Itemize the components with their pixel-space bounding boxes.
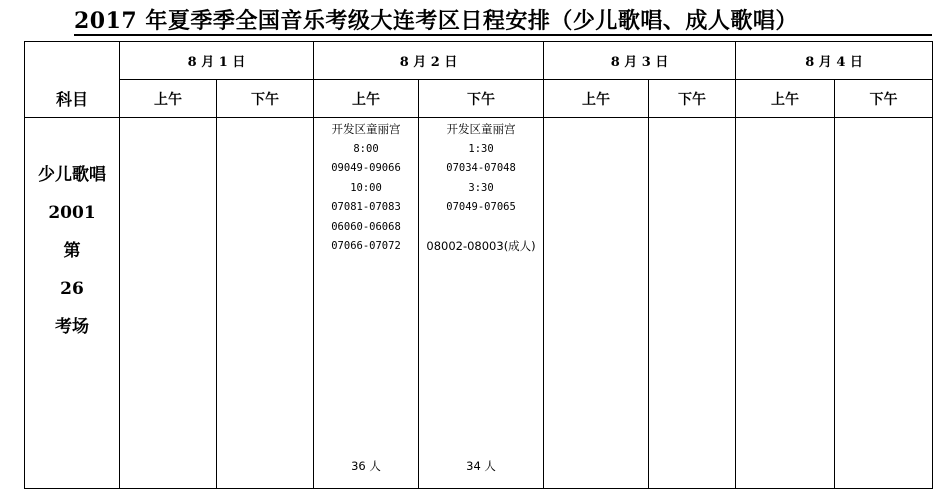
aug3-am-cell: [544, 118, 649, 489]
row-header-cell: [25, 118, 120, 489]
date-header-aug1: 8 月 1 日: [120, 42, 314, 80]
aug3-am-header: 上午: [544, 80, 649, 118]
aug4-pm-header: 下午: [835, 80, 933, 118]
aug2-am-range-1: 09049-09066: [331, 162, 401, 174]
aug4-am-cell: [736, 118, 835, 489]
row-header-kaochang: 考场: [55, 317, 89, 337]
aug2-am-venue: 开发区童丽宫: [331, 122, 401, 136]
aug2-pm-venue: 开发区童丽宫: [446, 122, 516, 136]
aug2-pm-count: 34 人: [466, 459, 496, 473]
row-header-code: 2001: [48, 203, 96, 223]
aug2-am-range-3: 06060-06068: [331, 220, 401, 233]
aug2-pm-time-2: 3:30: [468, 181, 494, 194]
aug1-am-header: 上午: [120, 80, 217, 118]
aug2-pm-header: 下午: [419, 80, 544, 118]
aug2-pm-range-1: 07034-07048: [446, 162, 516, 174]
row-header-room-number: 26: [60, 279, 84, 299]
row-header-subject: 少儿歌唱: [38, 165, 106, 185]
aug2-pm-blank: [419, 218, 543, 238]
aug1-am-cell: [120, 118, 217, 489]
aug2-am-count: 36 人: [351, 459, 381, 473]
aug2-am-cell: [314, 118, 419, 489]
aug4-am-header: 上午: [736, 80, 835, 118]
date-header-aug4: 8 月 4 日: [736, 42, 933, 80]
aug2-pm-time-1: 1:30: [468, 142, 494, 155]
row-header-di: 第: [63, 241, 81, 261]
title-underline: [74, 34, 932, 36]
aug2-pm-cell: [419, 118, 544, 489]
aug2-pm-range-2: 07049-07065: [446, 201, 516, 213]
aug1-pm-header: 下午: [217, 80, 314, 118]
aug2-am-range-4: 07066-07072: [331, 240, 401, 252]
schedule-table: [24, 41, 933, 489]
aug2-am-time-1: 8:00: [353, 142, 379, 155]
subject-header-cell: [25, 42, 120, 118]
date-header-aug3: 8 月 3 日: [544, 42, 736, 80]
aug1-pm-cell: [217, 118, 314, 489]
aug2-pm-range-adult: 08002-08003(成人): [426, 239, 536, 253]
aug4-pm-cell: [835, 118, 933, 489]
aug3-pm-header: 下午: [649, 80, 736, 118]
aug2-am-time-2: 10:00: [350, 181, 382, 194]
date-header-aug2: 8 月 2 日: [314, 42, 544, 80]
aug3-pm-cell: [649, 118, 736, 489]
aug2-am-range-2: 07081-07083: [331, 201, 401, 213]
subject-header: 科目: [55, 90, 88, 109]
page-title: 2017 年夏季季全国音乐考级大连考区日程安排（少儿歌唱、成人歌唱）: [74, 8, 798, 34]
aug2-am-header: 上午: [314, 80, 419, 118]
